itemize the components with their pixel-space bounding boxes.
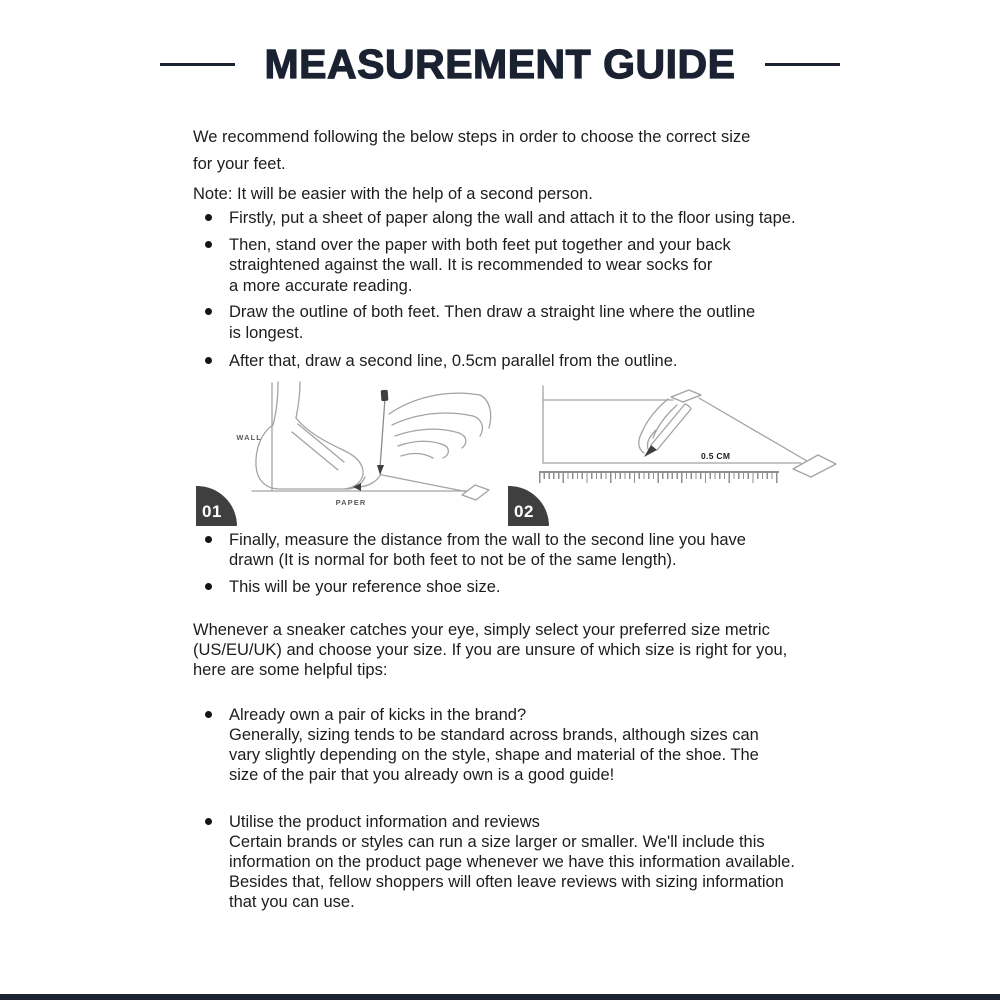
pencil-tip-icon bbox=[644, 445, 657, 457]
tip-text: Utilise the product information and reviews Certain brands or styles can run a size larger or smaller. We'll include this information on the product page whenever we have this information available. Besides that, fellow shoppers will often leave reviews with sizing information that you can use. bbox=[229, 813, 795, 911]
bullet-icon bbox=[205, 357, 212, 364]
list-item bbox=[193, 812, 853, 912]
step-text: Finally, measure the distance from the wall to the second line you have drawn (It is normal for both feet to not be of the same length). bbox=[229, 530, 746, 569]
list-item bbox=[193, 577, 853, 598]
half-cm-label: 0.5 CM bbox=[701, 450, 731, 461]
bullet-icon bbox=[205, 241, 212, 248]
bullet-icon bbox=[205, 711, 212, 718]
bullet-icon bbox=[205, 308, 212, 315]
step-text: Draw the outline of both feet. Then draw a straight line where the outline is longest. bbox=[229, 303, 756, 342]
illustrations-row bbox=[193, 378, 853, 530]
figure-foot-against-wall bbox=[196, 378, 496, 528]
bullet-icon bbox=[205, 818, 212, 825]
outline-drawing-illustration bbox=[505, 378, 850, 528]
intro-paragraph: We recommend following the below steps in order to choose the correct size for your feet. bbox=[193, 128, 751, 173]
page-header bbox=[0, 40, 1000, 88]
list-item bbox=[193, 705, 853, 785]
ruler-icon bbox=[539, 471, 779, 485]
figure-outline-ruler bbox=[505, 378, 850, 528]
step-text: After that, draw a second line, 0.5cm parallel from the outline. bbox=[229, 352, 678, 370]
list-item bbox=[193, 351, 853, 372]
tip-text: Already own a pair of kicks in the brand? Generally, sizing tends to be standard across brands, although sizes can vary slightly depending on the style, shape and material of the shoe. The size of the pair that you already own is a good guide! bbox=[229, 706, 759, 784]
intro-note: Note: It will be easier with the help of a second person. bbox=[193, 185, 593, 203]
title-dash-left bbox=[160, 63, 235, 66]
list-item bbox=[193, 235, 853, 297]
paper-label: PAPER bbox=[335, 497, 367, 507]
title-dash-right bbox=[765, 63, 840, 66]
measurement-steps-list bbox=[193, 208, 853, 372]
bullet-icon bbox=[205, 583, 212, 590]
tips-intro-paragraph: Whenever a sneaker catches your eye, simply select your preferred size metric (US/EU/UK) and choose your size. If you are unsure of which size is right for you, here are some helpful tips: bbox=[193, 621, 788, 679]
tips-list bbox=[193, 705, 853, 912]
bullet-icon bbox=[205, 214, 212, 221]
step-number-badge-01: 01 bbox=[196, 486, 237, 526]
final-steps-list bbox=[193, 530, 853, 598]
step-text: This will be your reference shoe size. bbox=[229, 577, 501, 596]
list-item bbox=[193, 530, 853, 571]
list-item bbox=[193, 208, 853, 229]
list-item bbox=[193, 302, 853, 343]
intro-section bbox=[193, 124, 853, 208]
guide-content bbox=[193, 124, 853, 912]
page-title: MEASUREMENT GUIDE bbox=[264, 41, 736, 87]
foot-measurement-illustration bbox=[196, 378, 496, 528]
wall-label: WALL bbox=[236, 432, 262, 442]
footer-accent-bar bbox=[0, 994, 1000, 1000]
step-number-badge-02: 02 bbox=[508, 486, 549, 526]
bullet-icon bbox=[205, 536, 212, 543]
step-text: Then, stand over the paper with both feet put together and your back straightened against the wall. It is recommended to wear socks for a more accurate reading. bbox=[229, 235, 731, 295]
step-text: Firstly, put a sheet of paper along the wall and attach it to the floor using tape. bbox=[229, 209, 796, 227]
